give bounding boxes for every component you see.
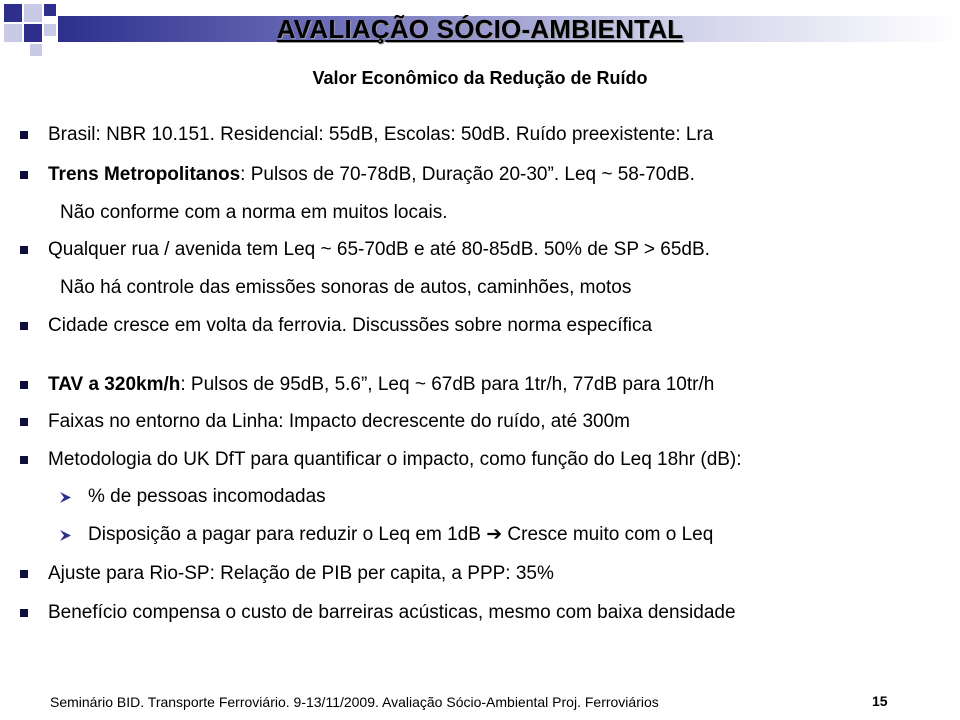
list-item: Ajuste para Rio-SP: Relação de PIB per capita, a PPP: 35%: [48, 563, 554, 584]
bullet-square-icon: [20, 570, 28, 578]
list-item: Cidade cresce em volta da ferrovia. Discussões sobre norma específica: [48, 315, 653, 336]
bullet-square-icon: [20, 171, 28, 179]
bullet-square-icon: [20, 609, 28, 617]
list-item: Brasil: NBR 10.151. Residencial: 55dB, Escolas: 50dB. Ruído preexistente: Lra: [48, 124, 714, 145]
right-arrow-icon: ➔: [486, 523, 503, 545]
list-item: Metodologia do UK DfT para quantificar o impacto, como função do Leq 18hr (dB):: [48, 449, 742, 470]
sub-bullet-arrow-icon: [60, 492, 71, 503]
bullet-square-icon: [20, 246, 28, 254]
bullet-square-icon: [20, 381, 28, 389]
list-item: TAV a 320km/h: Pulsos de 95dB, 5.6”, Leq ~ 67dB para 1tr/h, 77dB para 10tr/h: [48, 374, 715, 395]
slide-title: AVALIAÇÃO SÓCIO-AMBIENTAL: [276, 14, 684, 44]
bullet-square-icon: [20, 131, 28, 139]
list-item: Benefício compensa o custo de barreiras acústicas, mesmo com baixa densidade: [48, 602, 736, 623]
footer-text: Seminário BID. Transporte Ferroviário. 9-13/11/2009. Avaliação Sócio-Ambiental Proj. Ferroviários: [50, 694, 659, 710]
list-item: Disposição a pagar para reduzir o Leq em 1dB ➔ Cresce muito com o Leq: [88, 523, 714, 545]
sub-bullet-arrow-icon: [60, 530, 71, 541]
bullet-square-icon: [20, 322, 28, 330]
list-item: Qualquer rua / avenida tem Leq ~ 65-70dB e até 80-85dB. 50% de SP > 65dB.: [48, 239, 710, 260]
bullet-square-icon: [20, 418, 28, 426]
bullet-square-icon: [20, 456, 28, 464]
list-item: Não há controle das emissões sonoras de autos, caminhões, motos: [60, 277, 632, 298]
slide-subtitle: Valor Econômico da Redução de Ruído: [312, 68, 648, 88]
page-number: 15: [872, 693, 888, 709]
list-item: % de pessoas incomodadas: [88, 486, 326, 507]
list-item: Não conforme com a norma em muitos locais.: [60, 202, 448, 223]
list-item: Trens Metropolitanos: Pulsos de 70-78dB, Duração 20-30”. Leq ~ 58-70dB.: [48, 164, 695, 185]
list-item: Faixas no entorno da Linha: Impacto decrescente do ruído, até 300m: [48, 411, 630, 432]
